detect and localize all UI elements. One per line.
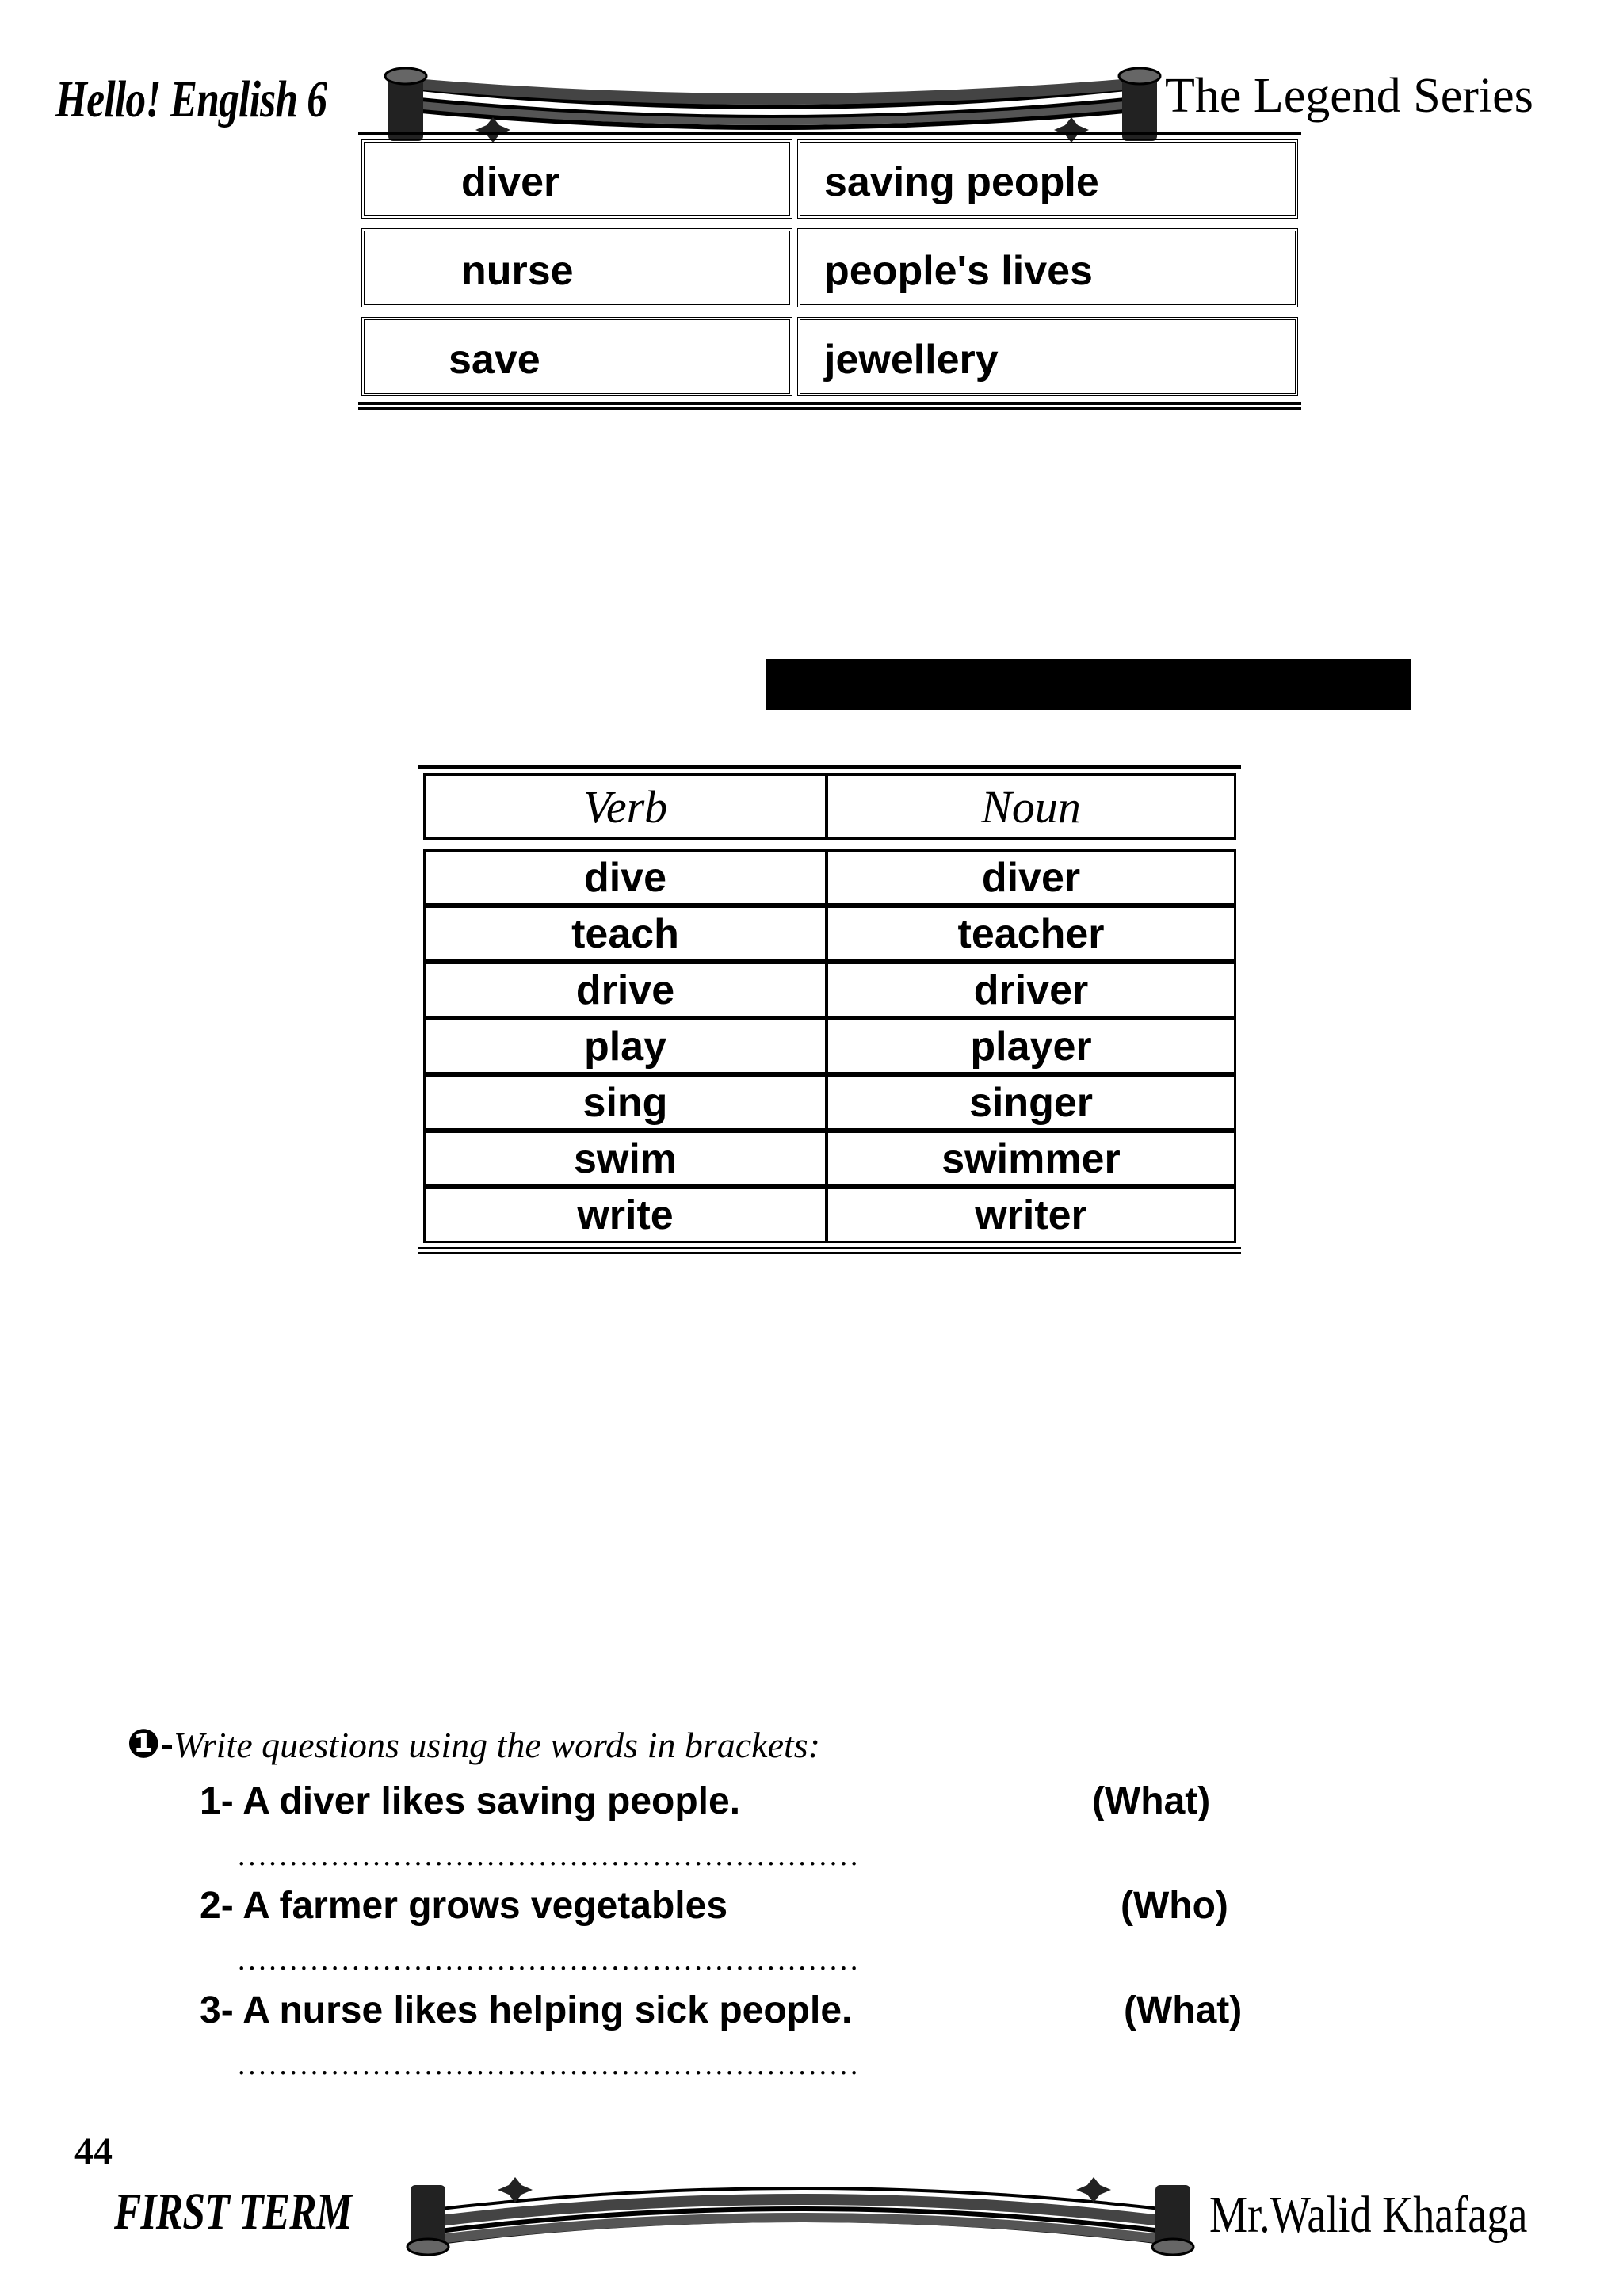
author-name: Mr.Walid Khafaga xyxy=(1209,2186,1528,2244)
match-left-cell: save xyxy=(361,317,792,396)
exercise-number: ❶- xyxy=(127,1722,174,1766)
match-row xyxy=(361,317,1298,399)
header-banner-ornament xyxy=(372,63,1173,151)
page-number: 44 xyxy=(74,2130,113,2172)
noun-cell: swimmer xyxy=(826,1131,1236,1187)
verb-cell: play xyxy=(423,1018,827,1074)
footer-banner-ornament xyxy=(395,2169,1206,2256)
verb-cell: drive xyxy=(423,962,827,1018)
verb-cell: sing xyxy=(423,1074,827,1131)
exercise-instruction xyxy=(127,1721,820,1767)
verb-column-header: Verb xyxy=(423,773,827,840)
noun-cell: teacher xyxy=(826,906,1236,962)
verb-cell: write xyxy=(423,1187,827,1243)
verb-cell: swim xyxy=(423,1131,827,1187)
book-title: Hello! English 6 xyxy=(55,71,327,128)
question-3-hint: (What) xyxy=(1124,1989,1243,2031)
match-left-cell: nurse xyxy=(361,228,792,307)
question-3-text: 3- A nurse likes helping sick people. xyxy=(200,1989,853,2031)
verb-noun-top-rule xyxy=(418,765,1241,769)
question-1-text: 1- A diver likes saving people. xyxy=(200,1780,741,1822)
match-table-bottom-rule xyxy=(358,402,1301,410)
match-right-cell: jewellery xyxy=(797,317,1298,396)
match-right-cell: people's lives xyxy=(797,228,1298,307)
answer-line-1[interactable]: ............................................................ xyxy=(238,1839,861,1872)
match-left-cell: diver xyxy=(361,139,792,219)
verb-noun-bottom-rule xyxy=(418,1247,1241,1254)
answer-line-2[interactable]: ............................................................ xyxy=(238,1943,861,1977)
series-name: The Legend Series xyxy=(1165,69,1533,123)
match-row xyxy=(361,139,1298,222)
question-2-hint: (Who) xyxy=(1121,1885,1228,1927)
redaction-bar xyxy=(766,659,1411,710)
noun-column-header: Noun xyxy=(826,773,1236,840)
match-right-cell: saving people xyxy=(797,139,1298,219)
noun-cell: diver xyxy=(826,849,1236,906)
noun-cell: driver xyxy=(826,962,1236,1018)
match-row xyxy=(361,228,1298,311)
noun-cell: player xyxy=(826,1018,1236,1074)
question-2-text: 2- A farmer grows vegetables xyxy=(200,1885,728,1927)
verb-cell: dive xyxy=(423,849,827,906)
header-rule xyxy=(358,132,1301,135)
term-label: FIRST TERM xyxy=(114,2183,352,2241)
noun-cell: singer xyxy=(826,1074,1236,1131)
answer-line-3[interactable]: ............................................................ xyxy=(238,2048,861,2081)
exercise-instruction-text: Write questions using the words in brackets: xyxy=(173,1725,821,1765)
verb-cell: teach xyxy=(423,906,827,962)
question-1-hint: (What) xyxy=(1092,1780,1211,1822)
noun-cell: writer xyxy=(826,1187,1236,1243)
